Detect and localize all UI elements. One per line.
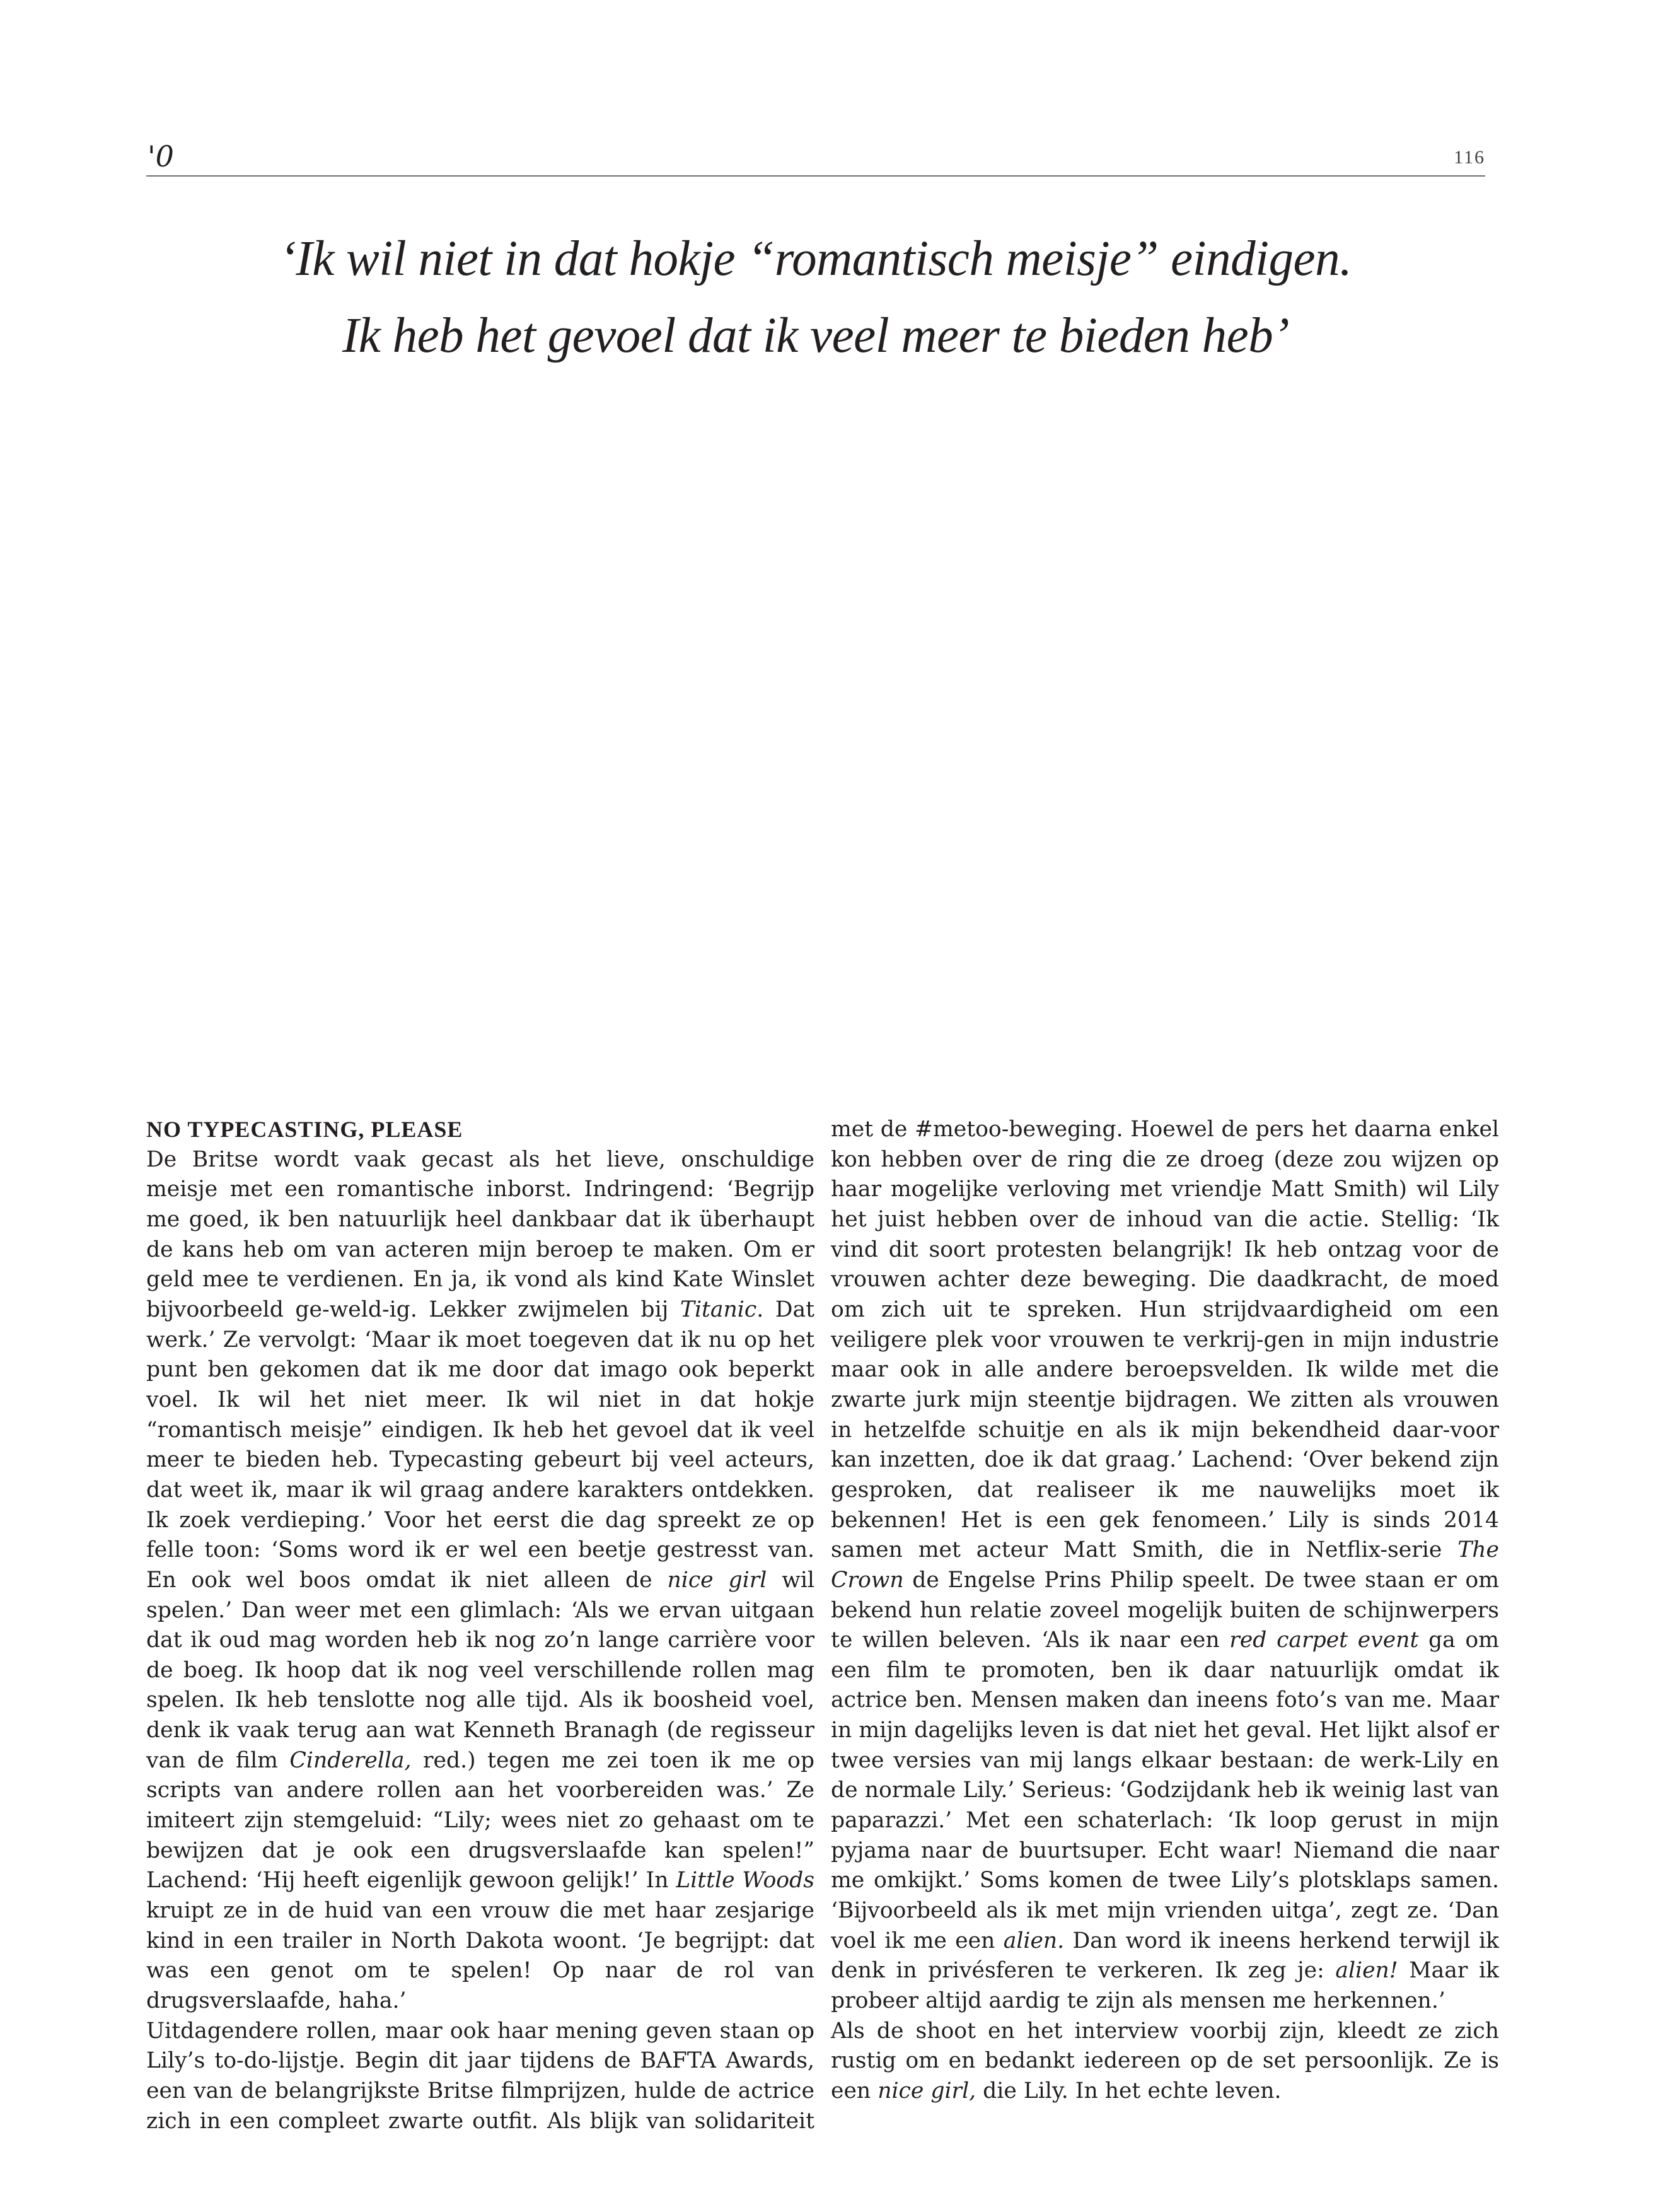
text-run: kruipt ze in de huid van een vrouw die met haar zesjarige kind in een trailer in North Dakota woont. ‘Je begrijpt: dat was een genot om te spelen! Op naar de rol van drugsverslaafde, haha.’ [146, 1898, 814, 2014]
article-column-right [831, 1115, 1499, 2107]
italic-phrase: alien! [1335, 1958, 1398, 1984]
text-run: wil spelen.’ Dan weer met een glimlach: ‘Als we ervan uitgaan dat ik oud mag worden heb ik nog zo’n lange carrière voor de boeg. Ik hoop dat ik nog veel verschillende rollen mag spelen. Ik heb tenslotte nog alle tijd. Als ik boosheid voel, denk ik vaak terug aan wat Kenneth Branagh (de regisseur van de film [146, 1567, 814, 1773]
text-run: De Britse wordt vaak gecast als het lieve, onschuldige meisje met een romantische inborst. Indringend: ‘Begrijp me goed, ik ben natuurlijk heel dankbaar dat ik überhaupt de kans heb om van acteren mijn beroep te maken. Om er geld mee te verdienen. En ja, ik vond als kind Kate Winslet bijvoorbeeld ge-weld-ig. Lekker zwijmelen bij [146, 1146, 814, 1322]
text-run: die Lily. In het echte leven. [976, 2078, 1282, 2104]
pull-quote-line-2: Ik heb het gevoel dat ik veel meer te bieden heb’ [342, 308, 1290, 363]
text-run: Dan word ik ineens herkend terwijl ik denk in privésferen te verkeren. Ik zeg je: [831, 1928, 1499, 1984]
italic-phrase: nice girl, [877, 2078, 976, 2104]
paragraph [831, 2017, 1499, 2107]
text-run: . Dat werk.’ Ze vervolgt: ‘Maar ik moet toegeven dat ik nu op het punt ben gekomen dat ik me door dat imago ook beperkt voel. Ik wil het niet meer. Ik wil niet in dat hokje “romantisch meisje” eindigen. Ik heb het gevoel dat ik veel meer te bieden heb. Typecasting gebeurt bij veel acteurs, dat weet ik, maar ik wil graag andere karakters ontdekken. Ik zoek verdieping.’ Voor het eerst die dag spreekt ze op felle toon: ‘Soms word ik er wel een beetje gestresst van. En ook wel boos omdat ik niet alleen de [146, 1296, 815, 1593]
text-run: red.) tegen me zei toen ik me op scripts van andere rollen aan het voorbereiden was.’ Ze imiteert zijn stemgeluid: “Lily; wees niet zo gehaast om te bewijzen dat je ook een drugsverslaafde kan spelen!” Lachend: ‘Hij heeft eigenlijk gewoon gelijk!’ In [146, 1747, 814, 1894]
paragraph [831, 1115, 1499, 2017]
page-header [146, 140, 1485, 177]
text-run: Maar ik probeer altijd aardig te zijn als mensen me herkennen.’ [831, 1958, 1499, 2014]
magazine-logo: '0 [148, 139, 174, 173]
italic-title: Cinderella, [289, 1747, 412, 1773]
paragraph [146, 1145, 814, 2017]
pull-quote [146, 221, 1485, 375]
section-heading: NO TYPECASTING, PLEASE [146, 1117, 463, 1142]
text-run: Uitdagendere rollen, maar ook haar mening geven staan op Lily’s to-do-lijstje. Begin dit jaar tijdens de BAFTA Awards, een van de belangrijkste Britse filmprijzen, hulde de actrice zich in een compleet zwarte outfit. Als blijk van solidariteit [146, 2018, 814, 2134]
text-run: met de #metoo-beweging. Hoewel de pers het daarna enkel kon hebben over de ring die ze droeg (deze zou wijzen op haar mogelijke verloving met vriendje Matt Smith) wil Lily het juist hebben over de inhoud van die actie. Stellig: ‘Ik vind dit soort protesten belangrijk! Ik heb ontzag voor de vrouwen achter deze beweging. Die daadkracht, de moed om zich uit te spreken. Hun strijdvaardigheid om een veiligere plek voor vrouwen te verkrij-gen in mijn industrie maar ook in alle andere beroepsvelden. Ik wilde met die zwarte jurk mijn steentje bijdragen. We zitten als vrouwen in hetzelfde schuitje en als ik mijn bekendheid daar-voor kan inzetten, doe ik dat graag.’ Lachend: ‘Over bekend zijn gesproken, dat realiseer ik me nauwelijks moet ik bekennen! Het is een gek fenomeen.’ Lily is sinds 2014 samen met acteur Matt Smith, die in Netflix-serie [831, 1117, 1499, 1563]
text-run: de Engelse Prins Philip speelt. De twee staan er om bekend hun relatie zoveel mogelijk buiten de schijnwerpers te willen beleven. ‘Als ik naar een [831, 1567, 1499, 1653]
italic-phrase: alien. [1003, 1928, 1065, 1953]
text-run: Als de shoot en het interview voorbij zijn, kleedt ze zich rustig om en bedankt iedereen op de set persoonlijk. Ze is een [831, 2018, 1499, 2104]
pull-quote-line-1: ‘Ik wil niet in dat hokje “romantisch meisje” eindigen. [279, 231, 1352, 286]
paragraph [146, 2017, 814, 2137]
article-column-left [146, 1115, 814, 2136]
italic-phrase: nice girl [667, 1567, 767, 1593]
italic-title: Titanic [680, 1296, 757, 1322]
page-number: 116 [1454, 147, 1485, 168]
italic-title: The Crown [831, 1537, 1499, 1593]
italic-title: Little Woods [676, 1868, 814, 1894]
text-run: ga om een film te promoten, ben ik daar natuurlijk omdat ik actrice ben. Mensen maken dan ineens foto’s van me. Maar in mijn dagelijks leven is dat niet het geval. Het lijkt alsof er twee versies van mij langs elkaar bestaan: de werk-Lily en de normale Lily.’ Serieus: ‘Godzijdank heb ik weinig last van paparazzi.’ Met een schaterlach: ‘Ik loop gerust in mijn pyjama naar de buurtsuper. Echt waar! Niemand die naar me omkijkt.’ Soms komen de twee Lily’s plotsklaps samen. ‘Bijvoorbeeld als ik met mijn vrienden uitga’, zegt ze. ‘Dan voel ik me een [831, 1627, 1499, 1953]
italic-phrase: red carpet event [1229, 1627, 1419, 1653]
